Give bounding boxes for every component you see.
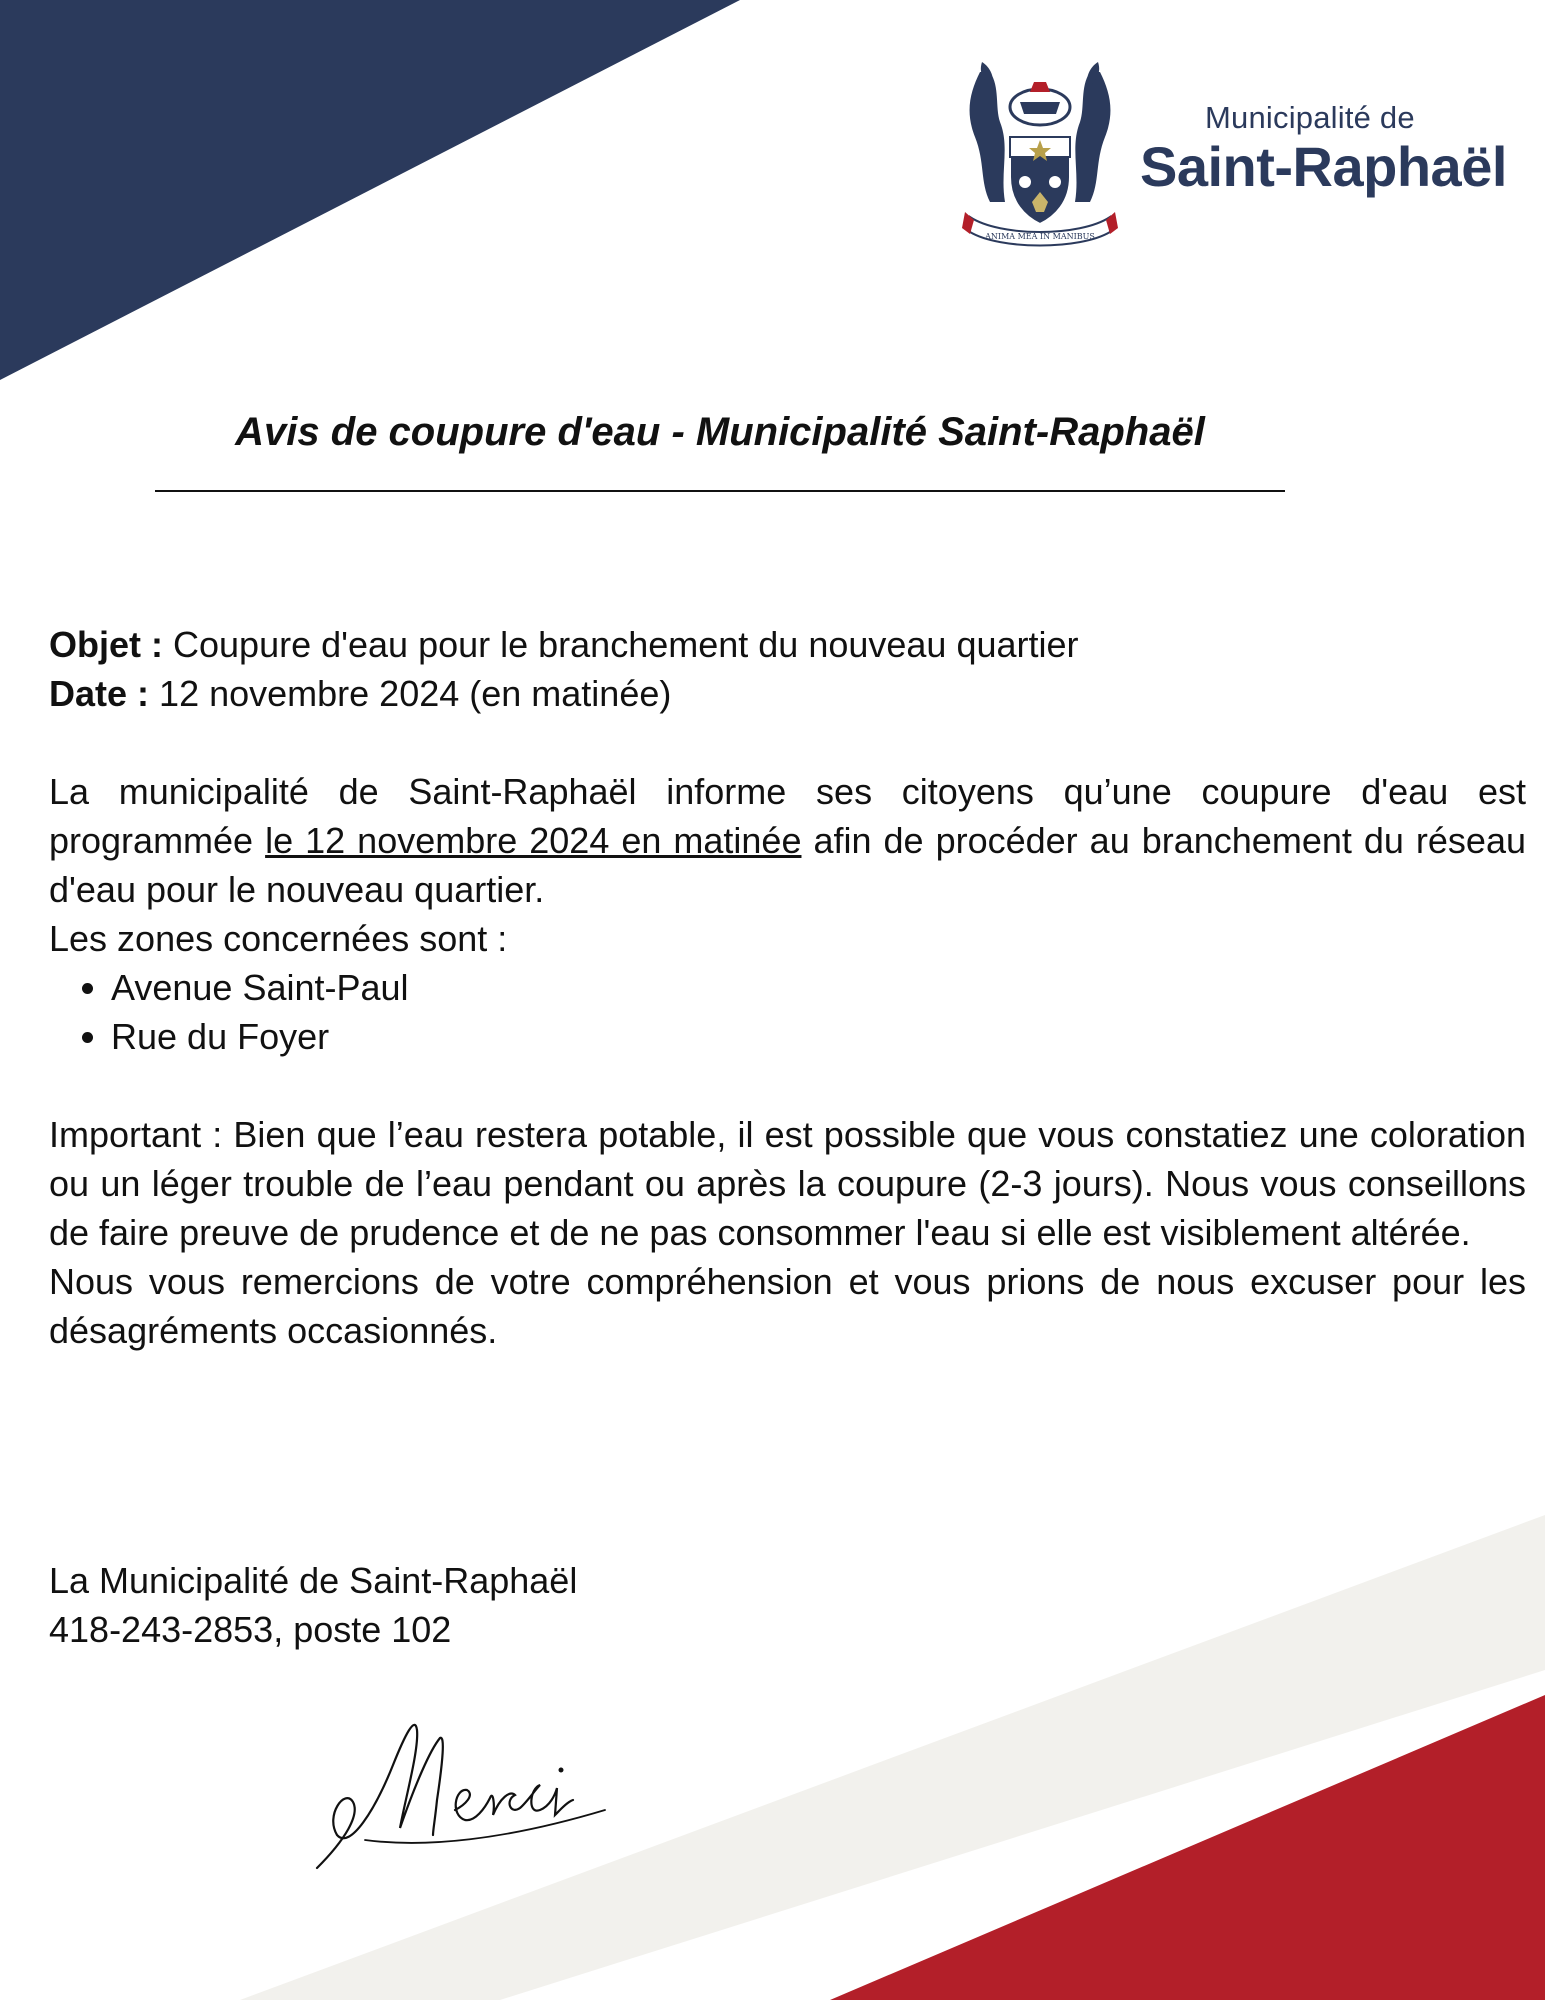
list-item: • Rue du Foyer [111,1012,1526,1061]
objet-label: Objet : [49,624,163,665]
contact-footer [49,1556,577,1654]
thanks-paragraph: Nous vous remercions de votre compréhension et vous prions de nous excuser pour les désagréments occasionnés. [49,1261,1526,1351]
zones-intro: Les zones concernées sont : [49,918,508,959]
coat-of-arms-logo [960,52,1120,257]
brand-name [1140,100,1507,199]
intro-before: La municipalité de Saint-Raphaël informe ses citoyens qu’une coupure d'eau est programmée [49,771,1526,861]
brand-big-text: Saint-Raphaël [1140,135,1507,198]
date-label: Date : [49,673,150,714]
signature-merci [305,1690,615,1880]
objet-line [49,620,1526,669]
footer-phone: 418-243-2853, poste 102 [49,1609,452,1650]
date-value: 12 novembre 2024 (en matinée) [159,673,672,714]
intro-underlined-date: le 12 novembre 2024 en matinée [265,820,802,861]
important-paragraph: Important : Bien que l’eau restera potable, il est possible que vous constatiez une coloration ou un léger trouble de l’eau pendant ou après la coupure (2-3 jours). Nous vous conseillons de faire preuve de prudence et de ne pas consommer l'eau si elle est visiblement altérée. [49,1114,1526,1253]
intro-paragraph [49,767,1526,914]
brand-small-text: Municipalité de [1205,100,1415,135]
notice-body [49,620,1526,1355]
footer-org: La Municipalité de Saint-Raphaël [49,1560,578,1601]
zones-list [49,963,1526,1061]
date-line [49,669,1526,718]
logo-motto: ANIMA MEA IN MANIBUS [985,232,1095,241]
page-title: Avis de coupure d'eau - Municipalité Saint-Raphaël [235,410,1205,454]
objet-value: Coupure d'eau pour le branchement du nouveau quartier [173,624,1079,665]
navy-corner-shape [0,0,740,380]
list-item: • Avenue Saint-Paul [111,963,1526,1012]
intro-after: afin de procéder au branchement du réseau d'eau pour le nouveau quartier. [49,820,1526,910]
title-underline [155,490,1285,492]
